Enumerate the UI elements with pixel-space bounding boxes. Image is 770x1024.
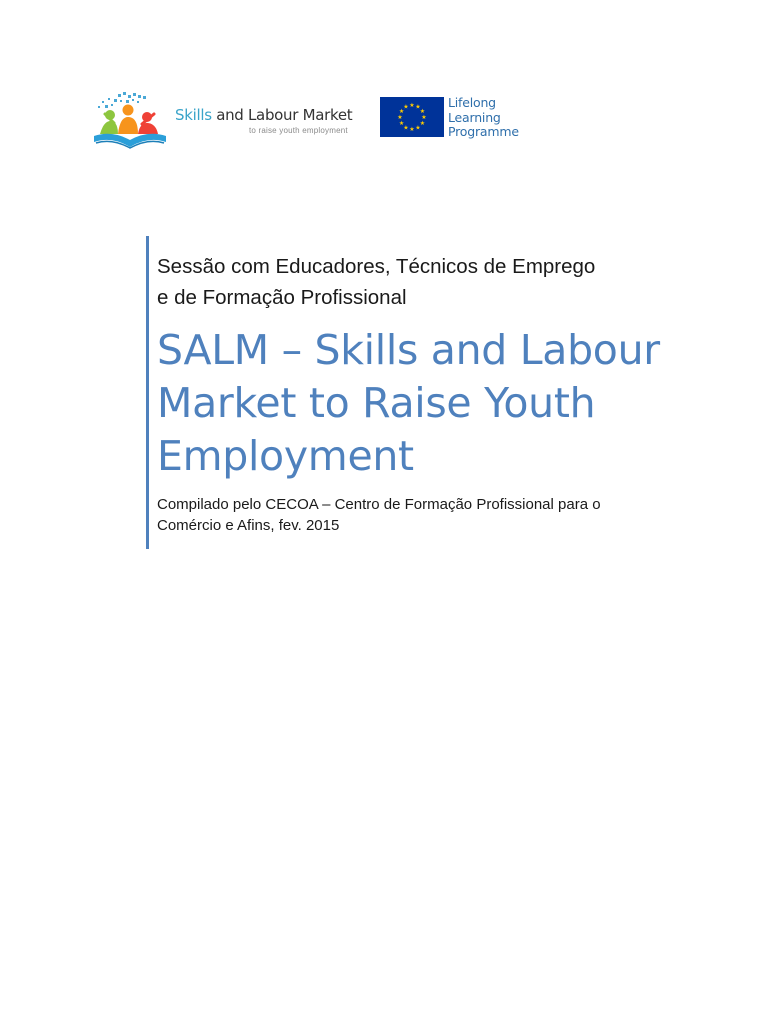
svg-text:★: ★ [409,126,415,133]
svg-text:★: ★ [397,114,403,121]
cover-subtitle-line2: e de Formação Profissional [157,286,407,309]
svg-text:★: ★ [415,124,421,132]
salm-open-book-figures-logo-icon [92,90,170,152]
svg-text:★: ★ [415,103,421,111]
salm-logo-name-accent: Skills [175,106,212,124]
cover-title-line3: Employment [157,432,414,480]
cover-main-title [157,324,667,483]
llp-logo [380,96,540,140]
cover-title-block [146,236,666,549]
svg-text:★: ★ [398,108,405,115]
llp-logo-line1: Lifelong [448,95,496,110]
salm-logo [92,90,362,152]
salm-logo-name [175,106,352,124]
svg-text:★: ★ [421,114,427,121]
llp-logo-text [448,96,519,140]
cover-title-line2: Market to Raise Youth [157,379,596,427]
cover-subtitle [157,251,657,313]
svg-text:★: ★ [403,124,409,132]
salm-logo-name-rest: and Labour Market [211,106,353,124]
cover-compiled-line1: Compilado pelo CECOA – Centro de Formação Profissional para o [157,496,601,513]
eu-flag-icon [380,97,444,137]
cover-compiled-by [157,494,667,536]
llp-logo-line2: Learning [448,109,501,125]
svg-text:★: ★ [409,102,415,109]
salm-logo-tagline: to raise youth employment [249,126,348,135]
svg-text:★: ★ [419,120,426,127]
cover-title-line1: SALM – Skills and Labour [157,326,660,374]
cover-subtitle-line1: Sessão com Educadores, Técnicos de Emprego [157,255,596,278]
svg-text:★: ★ [403,103,409,111]
svg-text:★: ★ [419,108,426,115]
cover-compiled-line2: Comércio e Afins, fev. 2015 [157,517,340,534]
svg-text:★: ★ [398,120,405,127]
llp-logo-line3: Programme [448,124,519,139]
